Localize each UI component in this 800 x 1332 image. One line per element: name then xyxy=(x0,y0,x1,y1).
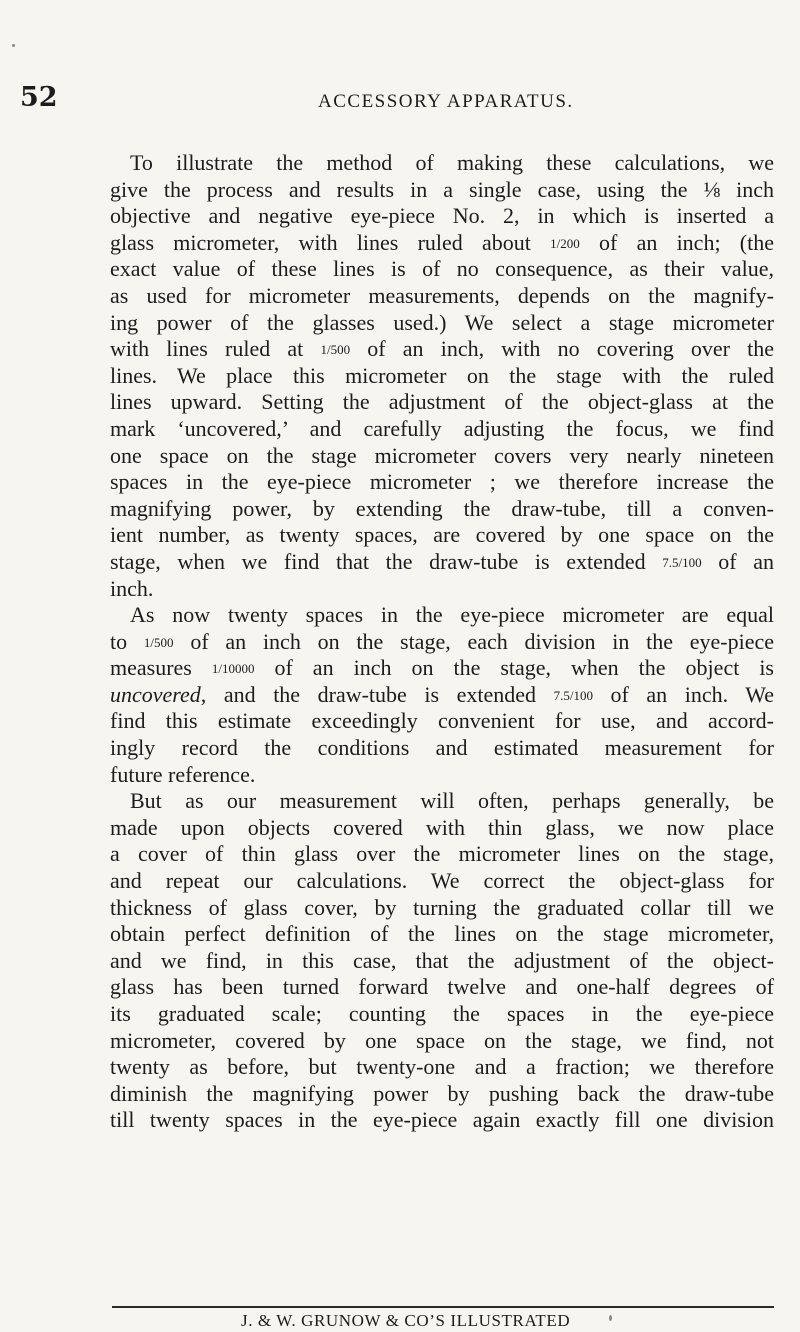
text-line: glass micrometer, with lines ruled about 1/200 of an inch; (the xyxy=(110,229,774,255)
text-line: one space on the stage micrometer covers very nearly nineteen xyxy=(110,442,774,468)
text-line: ient number, as twenty spaces, are covered by one space on the xyxy=(110,522,774,548)
paper-speck xyxy=(609,1315,612,1321)
text-line: micrometer, covered by one space on the stage, we find, not xyxy=(110,1027,774,1053)
text-line: lines upward. Setting the adjustment of the object-glass at the xyxy=(110,389,774,415)
running-head: ACCESSORY APPARATUS. xyxy=(318,91,574,112)
text-line: stage, when we find that the draw-tube is extended 7.5/100 of an xyxy=(110,548,775,574)
text-line: a cover of thin glass over the micrometer lines on the stage, xyxy=(110,841,774,867)
text-line: lines. We place this micrometer on the stage with the ruled xyxy=(110,362,774,388)
text-line: ing power of the glasses used.) We select a stage micrometer xyxy=(110,309,774,335)
text-line: ingly record the conditions and estimated measurement for xyxy=(110,735,774,761)
text-line: with lines ruled at 1/500 of an inch, with no covering over the xyxy=(110,336,775,362)
text-line: objective and negative eye-piece No. 2, in which is inserted a xyxy=(110,203,774,229)
text-line: exact value of these lines is of no consequence, as their value, xyxy=(110,256,774,282)
text-line: glass has been turned forward twelve and one-half degrees of xyxy=(110,974,774,1000)
text-line: its graduated scale; counting the spaces in the eye-piece xyxy=(110,1001,774,1026)
text-line: obtain perfect definition of the lines on the stage micrometer, xyxy=(110,921,774,947)
text-line: diminish the magnifying power by pushing back the draw-tube xyxy=(110,1080,774,1106)
text-line: magnifying power, by extending the draw-tube, till a conven- xyxy=(110,495,774,521)
text-line: give the process and results in a single case, using the ⅛ inch xyxy=(110,176,774,202)
page-number: 52 xyxy=(20,82,58,113)
text-line: inch. xyxy=(110,575,154,601)
text-line: and repeat our calculations. We correct the object-glass for xyxy=(110,868,774,894)
fraction: 7.5/100 xyxy=(662,554,702,570)
fraction: 1/500 xyxy=(320,342,351,358)
text-line: measures 1/10000 of an inch on the stage, when the object is xyxy=(110,655,774,681)
text-line: made upon objects covered with thin glass, we now place xyxy=(110,814,774,840)
text-line: spaces in the eye-piece micrometer ; we therefore increase the xyxy=(110,469,774,495)
fraction: 7.5/100 xyxy=(553,687,593,703)
fraction: 1/200 xyxy=(550,235,580,251)
text-line: thickness of glass cover, by turning the graduated collar till we xyxy=(110,894,774,920)
text-line: till twenty spaces in the eye-piece again exactly fill one division xyxy=(110,1107,774,1133)
text-line: as used for micrometer measurements, depends on the magnify- xyxy=(110,282,774,308)
text-line: As now twenty spaces in the eye-piece micrometer are equal xyxy=(130,602,774,628)
paper-speck xyxy=(12,44,15,47)
body-text xyxy=(110,150,774,1134)
text-line: To illustrate the method of making these calculations, we xyxy=(130,150,774,175)
text-line: uncovered, and the draw-tube is extended 7.5/100 of an inch. We xyxy=(110,681,775,707)
text-line: mark ‘uncovered,’ and carefully adjusting the focus, we find xyxy=(110,415,774,441)
text-line: to 1/500 of an inch on the stage, each division in the eye-piece xyxy=(110,628,775,654)
fraction: 1/10000 xyxy=(211,661,255,677)
text-line: and we find, in this case, that the adjustment of the object- xyxy=(110,947,774,973)
text-line: find this estimate exceedingly convenient for use, and accord- xyxy=(110,708,774,734)
fraction: 1/500 xyxy=(143,634,174,650)
text-line: But as our measurement will often, perhaps generally, be xyxy=(130,788,774,814)
footer-rule xyxy=(112,1306,774,1308)
italic-word: uncovered, xyxy=(110,681,207,707)
publisher-footer: J. & W. GRUNOW & CO’S ILLUSTRATED xyxy=(241,1311,571,1330)
text-line: twenty as before, but twenty-one and a fraction; we therefore xyxy=(110,1054,774,1080)
text-line: future reference. xyxy=(110,761,256,787)
